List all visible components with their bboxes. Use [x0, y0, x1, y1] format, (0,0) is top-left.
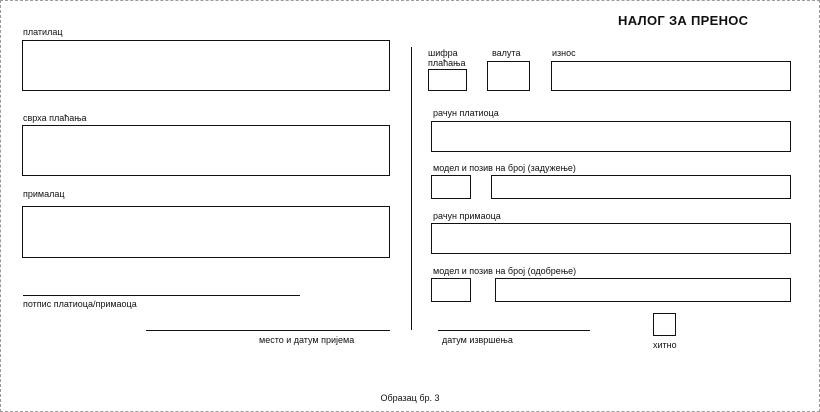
- urgent-label: хитно: [653, 340, 677, 350]
- currency-field[interactable]: [487, 61, 530, 91]
- place-date-line[interactable]: [146, 330, 390, 331]
- urgent-checkbox[interactable]: [653, 313, 676, 336]
- execution-date-label: датум извршења: [442, 335, 513, 345]
- credit-reference-field[interactable]: [495, 278, 791, 302]
- execution-date-line[interactable]: [438, 330, 590, 331]
- currency-label: валута: [492, 48, 521, 58]
- recipient-label: прималац: [23, 189, 65, 199]
- recipient-account-label: рачун примаоца: [433, 211, 501, 221]
- payer-label: платилац: [23, 27, 63, 37]
- payer-field[interactable]: [22, 40, 390, 91]
- purpose-field[interactable]: [22, 125, 390, 176]
- column-divider: [411, 47, 412, 330]
- amount-label: износ: [552, 48, 576, 58]
- payer-account-field[interactable]: [431, 121, 791, 152]
- payment-code-field[interactable]: [428, 69, 467, 91]
- debit-model-field[interactable]: [431, 175, 471, 199]
- form-title: НАЛОГ ЗА ПРЕНОС: [618, 13, 749, 28]
- recipient-field[interactable]: [22, 206, 390, 258]
- recipient-account-field[interactable]: [431, 223, 791, 254]
- debit-model-label: модел и позив на број (задужење): [433, 163, 576, 173]
- payer-account-label: рачун платиоца: [433, 108, 499, 118]
- payment-code-label: шифра плаћања: [428, 48, 466, 68]
- credit-model-field[interactable]: [431, 278, 471, 302]
- form-number: Образац бр. 3: [380, 393, 440, 403]
- debit-reference-field[interactable]: [491, 175, 791, 199]
- place-date-label: место и датум пријема: [259, 335, 355, 345]
- signature-label: потпис платиоца/примаоца: [23, 299, 137, 309]
- credit-model-label: модел и позив на број (одобрење): [433, 266, 577, 276]
- signature-line[interactable]: [23, 295, 300, 296]
- amount-field[interactable]: [551, 61, 791, 91]
- purpose-label: сврха плаћања: [23, 113, 87, 123]
